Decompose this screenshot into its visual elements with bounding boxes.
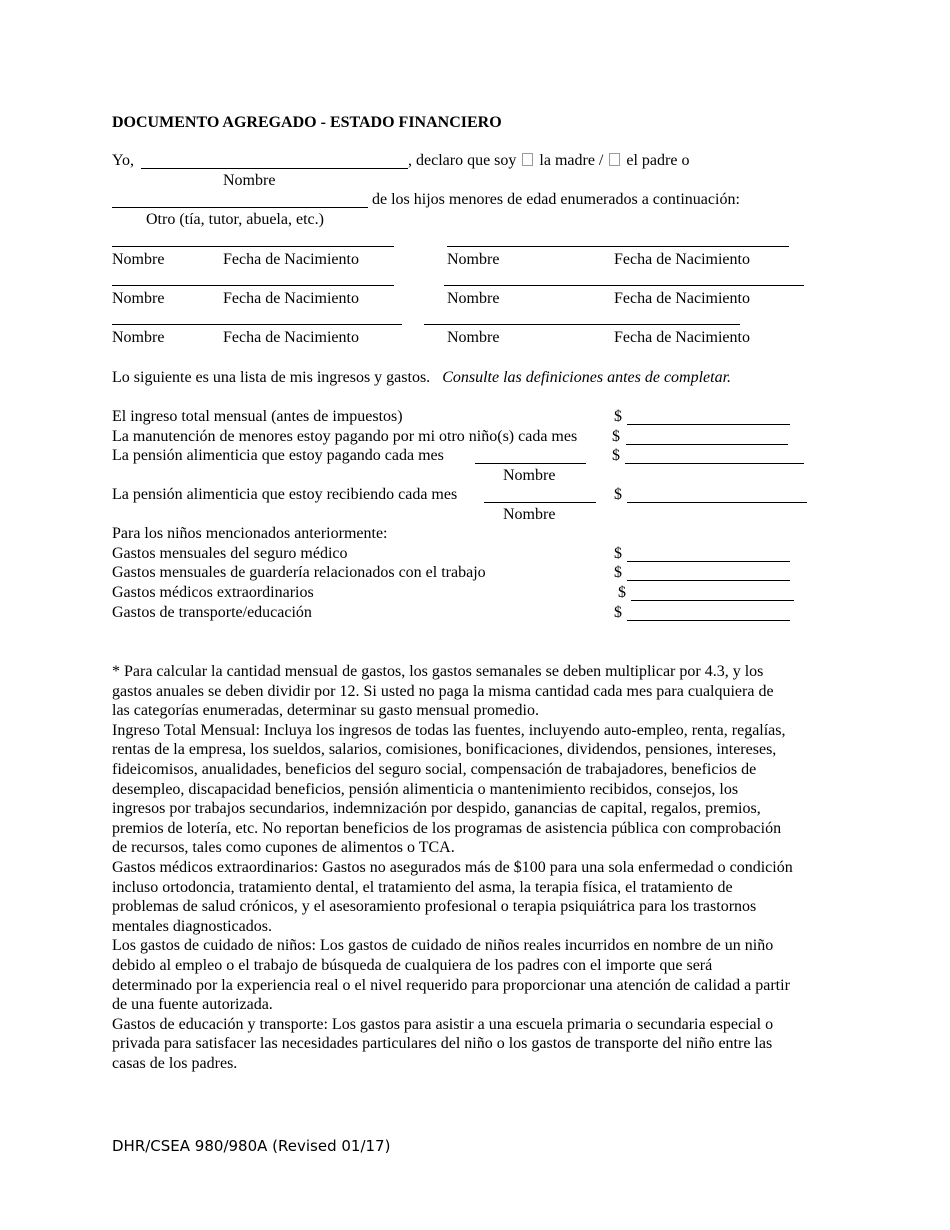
page-title: DOCUMENTO AGREGADO - ESTADO FINANCIERO <box>112 114 502 131</box>
child-name-label: Nombre <box>447 290 500 307</box>
child-name-label: Nombre <box>447 251 500 268</box>
income-intro-italic: Consulte las definiciones antes de completar. <box>442 369 732 386</box>
definition-gastos-medicos: Gastos médicos extraordinarios: Gastos no asegurados más de $100 para una sola enfermedad o condición incluso ortodoncia, tratamiento dental, el tratamiento del asma, la terapia física, el tratamiento de problemas de salud crónicos, y el asesoramiento profesional o terapia psiquiátrica para los trastornos mentales diagnosticados. <box>112 858 793 935</box>
child-dob-label: Fecha de Nacimiento <box>223 290 359 307</box>
child-name-label: Nombre <box>112 329 165 346</box>
income-total-label: El ingreso total mensual (antes de impuestos) <box>112 408 403 425</box>
dollar-sign: $ <box>614 604 622 621</box>
extraordinarios-label: Gastos médicos extraordinarios <box>112 584 314 601</box>
pension-recibiendo-name-field[interactable] <box>484 502 596 503</box>
dollar-sign: $ <box>612 428 620 445</box>
definition-cuidado-ninos: Los gastos de cuidado de niños: Los gastos de cuidado de niños reales incurridos en nombre de un niño debido al empleo o el trabajo de búsqueda de cualquiera de los padres con el importe que será determinado por la experiencia real o el nivel requerido para proporcionar una atención de calidad a partir de una fuente autorizada. <box>112 937 790 1014</box>
manutencion-label: La manutención de menores estoy pagando por mi otro niño(s) cada mes <box>112 428 578 445</box>
dollar-sign: $ <box>618 584 626 601</box>
declaration-yo: Yo, <box>112 152 134 169</box>
declarant-name-field[interactable] <box>141 168 408 169</box>
dollar-sign: $ <box>614 486 622 503</box>
pension-pagando-label: La pensión alimenticia que estoy pagando cada mes <box>112 447 444 464</box>
child-dob-label: Fecha de Nacimiento <box>223 329 359 346</box>
padre-checkbox[interactable] <box>609 153 620 166</box>
transporte-label: Gastos de transporte/educación <box>112 604 312 621</box>
otro-caption: Otro (tía, tutor, abuela, etc.) <box>146 211 324 228</box>
dollar-sign: $ <box>614 564 622 581</box>
child-dob-label: Fecha de Nacimiento <box>223 251 359 268</box>
extraordinarios-field[interactable] <box>631 600 794 601</box>
nombre-caption: Nombre <box>503 467 556 484</box>
transporte-field[interactable] <box>627 620 790 621</box>
child-1-field[interactable] <box>112 246 394 247</box>
definitions-block <box>112 662 847 1073</box>
income-intro <box>112 368 731 387</box>
madre-label: la madre / <box>539 152 604 169</box>
child-5-field[interactable] <box>112 324 402 325</box>
child-name-label: Nombre <box>112 251 165 268</box>
declaro-text: , declaro que soy <box>408 152 517 169</box>
declaration-declaro <box>408 151 689 170</box>
guarderia-label: Gastos mensuales de guardería relacionados con el trabajo <box>112 564 486 581</box>
seguro-field[interactable] <box>627 561 790 562</box>
child-name-label: Nombre <box>112 290 165 307</box>
child-2-field[interactable] <box>447 246 789 247</box>
child-dob-label: Fecha de Nacimiento <box>614 251 750 268</box>
dollar-sign: $ <box>614 408 622 425</box>
otro-name-field[interactable] <box>112 207 368 208</box>
form-number-footer: DHR/CSEA 980/980A (Revised 01/17) <box>112 1137 391 1155</box>
dollar-sign: $ <box>612 447 620 464</box>
guarderia-field[interactable] <box>627 580 790 581</box>
child-dob-label: Fecha de Nacimiento <box>614 290 750 307</box>
child-name-label: Nombre <box>447 329 500 346</box>
definition-calculo: * Para calcular la cantidad mensual de gastos, los gastos semanales se deben multiplicar por 4.3, y los gastos anuales se deben dividir por 12. Si usted no paga la misma cantidad cada mes para cualquiera de las categorías enumeradas, determinar su gasto mensual promedio. <box>112 663 774 720</box>
child-6-field[interactable] <box>424 324 740 325</box>
manutencion-field[interactable] <box>626 444 788 445</box>
padre-label: el padre o <box>626 152 690 169</box>
dollar-sign: $ <box>614 545 622 562</box>
child-3-field[interactable] <box>112 285 394 286</box>
income-total-field[interactable] <box>627 424 790 425</box>
pension-pagando-field[interactable] <box>625 463 804 464</box>
definition-educacion-transporte: Gastos de educación y transporte: Los gastos para asistir a una escuela primaria o secundaria especial o privada para satisfacer las necesidades particulares del niño o los gastos de transporte del niño entre las casas de los padres. <box>112 1015 774 1072</box>
hijos-text: de los hijos menores de edad enumerados a continuación: <box>372 191 740 208</box>
madre-checkbox[interactable] <box>522 153 533 166</box>
pension-recibiendo-label: La pensión alimenticia que estoy recibiendo cada mes <box>112 486 458 503</box>
expenses-intro: Para los niños mencionados anteriormente: <box>112 525 388 542</box>
nombre-caption: Nombre <box>223 172 276 189</box>
child-dob-label: Fecha de Nacimiento <box>614 329 750 346</box>
seguro-label: Gastos mensuales del seguro médico <box>112 545 348 562</box>
nombre-caption: Nombre <box>503 506 556 523</box>
child-4-field[interactable] <box>444 285 804 286</box>
definition-ingreso-total: Ingreso Total Mensual: Incluya los ingresos de todas las fuentes, incluyendo auto-empleo, renta, regalías, rentas de la empresa, los sueldos, salarios, comisiones, bonificaciones, dividendos, pensiones, intereses, fideicomisos, anualidades, beneficios del seguro social, compensación de trabajadores, beneficios de desempleo, discapacidad beneficios, pensión alimenticia o mantenimiento recibidos, consejos, los ingresos por trabajos secundarios, indemnización por despido, ganancias de capital, regalos, premios, premios de lotería, etc. No reportan beneficios de los programas de asistencia pública con comprobación de recursos, tales como cupones de alimentos o TCA. <box>112 721 786 857</box>
pension-recibiendo-field[interactable] <box>627 502 807 503</box>
income-intro-text: Lo siguiente es una lista de mis ingresos y gastos. <box>112 369 431 386</box>
pension-pagando-name-field[interactable] <box>475 463 586 464</box>
